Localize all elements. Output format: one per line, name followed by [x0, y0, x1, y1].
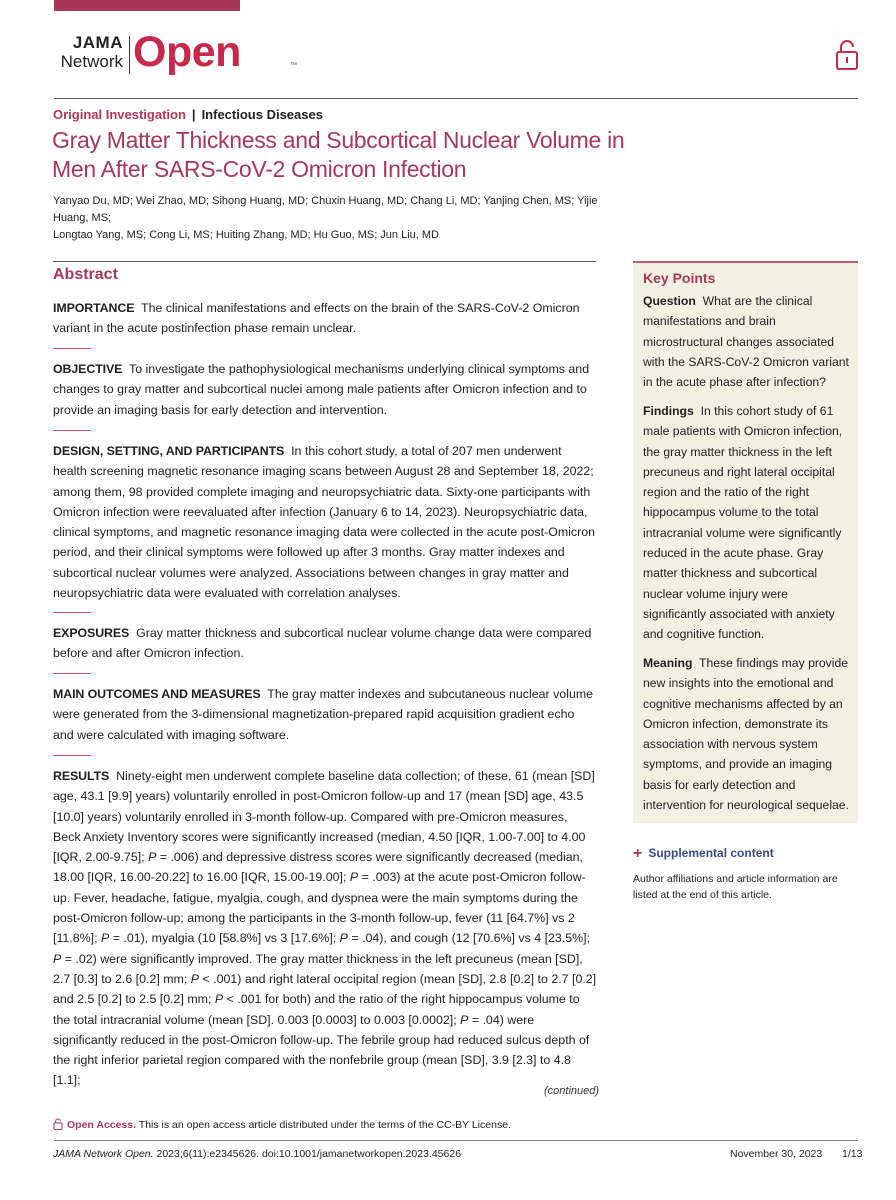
citation-footer: [53, 1148, 461, 1160]
open-access-notice: [53, 1118, 511, 1131]
logo-divider: [129, 36, 130, 74]
results-text-5: = .04), and cough (12 [70.6%] vs 4 [23.5%];: [351, 931, 591, 946]
section-divider: [53, 612, 91, 613]
abstract-objective: [53, 359, 598, 420]
question-label: Question: [643, 294, 696, 308]
category-separator: |: [191, 107, 196, 122]
p-symbol: P: [460, 1012, 469, 1027]
section-divider: [53, 430, 91, 431]
p-symbol: P: [148, 850, 157, 865]
section-divider: [53, 755, 91, 756]
open-access-lock-icon[interactable]: [833, 38, 861, 72]
top-accent-bar: [54, 0, 240, 11]
outcomes-text: The gray matter indexes and subcutaneous nuclear volume were generated from the 3-dimensional magnetization-prepared rapid acquisition gradient echo and were calculated with imaging software.: [53, 687, 594, 742]
article-type-line: [53, 107, 323, 122]
results-text-9: = .04) were significantly reduced in the post-Omicron follow-up. The febrile group had reduced sulcus depth of the right inferior parietal region compared with the nonfebrile group (mean [SD], 3.9 [2.3] to 4.8 [1.1];: [53, 1012, 590, 1088]
abstract-header: [53, 261, 596, 285]
key-points-question: [643, 291, 853, 392]
open-access-label[interactable]: Open Access.: [67, 1119, 137, 1131]
section-divider: [53, 673, 91, 674]
article-title: Gray Matter Thickness and Subcortical Nuclear Volume in Men After SARS-CoV-2 Omicron Infection: [52, 127, 625, 182]
abstract-importance: [53, 298, 598, 339]
key-points-box: [633, 261, 858, 823]
findings-text: In this cohort study of 61 male patients with Omicron infection, the gray matter thickness in the left precuneus and right lateral occipital region and the ratio of the right hippocampus volume to the total intracranial volume were significantly reduced in the acute phase. Gray matter thickness and subcortical nuclear volume injury were significantly associated with anxiety and cognitive function.: [643, 404, 843, 642]
citation-text[interactable]: 2023;6(11):e2345626. doi:10.1001/jamanetworkopen.2023.45626: [156, 1148, 462, 1160]
exposures-label: EXPOSURES: [53, 626, 130, 640]
authors-line-1: Yanyao Du, MD; Wei Zhao, MD; Sihong Huang, MD; Chuxin Huang, MD; Chang Li, MD; Yanjing Chen, MS; Yijie Huang, MS;: [53, 195, 598, 224]
p-symbol: P: [190, 971, 200, 986]
importance-label: IMPORTANCE: [53, 301, 135, 315]
design-text: In this cohort study, a total of 207 men underwent health screening magnetic resonance imaging scans between August 28 and September 18, 2022; among them, 98 provided complete imaging and neuropsychiatric data. Sixty-one participants with Omicron infection were reevaluated after infection (January 6 to 14, 2023). Neuropsychiatric data, clinical symptoms, and magnetic resonance imaging data were collected in the acute post-Omicron period, and their clinical symptoms were followed up after 3 months. Gray matter indexes and subcortical nuclear volumes were analyzed. Associations between changes in gray matter and neuropsychiatric data were evaluated with correlation analyses.: [53, 444, 596, 601]
objective-text: To investigate the pathophysiological mechanisms underlying clinical symptoms and changes to gray matter and subcortical nuclei among male patients after Omicron infection and to provide an imaging basis for early detection and intervention.: [53, 362, 590, 417]
meaning-label: Meaning: [643, 656, 693, 670]
results-text-1: Ninety-eight men underwent complete baseline data collection; of these, 61 (mean [SD] age, 43.1 [9.9] years) voluntarily enrolled in post-Omicron follow-up and 17 (mean [SD] age, 43.5 [10.0] years) voluntarily enrolled in 3-month follow-up. Compared with pre-Omicron measures, Beck Anxiety Inventory scores were significantly increased (median, 4.50 [IQR, 1.00-7.00] to 4.00 [IQR, 2.00-9.75];: [53, 769, 595, 865]
abstract-outcomes: [53, 684, 598, 745]
abstract-design: [53, 441, 598, 603]
exposures-text: Gray matter thickness and subcortical nuclear volume change data were compared before and after Omicron infection.: [53, 626, 592, 661]
publication-date: November 30, 2023: [730, 1148, 823, 1160]
key-points-findings: [643, 401, 853, 645]
outcomes-label: MAIN OUTCOMES AND MEASURES: [53, 687, 261, 701]
journal-name: JAMA Network Open.: [53, 1148, 154, 1160]
results-text-7: < .001) and right lateral occipital region (mean [SD], 2.8 [0.2] to 2.7 [0.2] and 2.5 [0.2] to 2.5 [0.2] mm;: [53, 971, 597, 1007]
findings-label: Findings: [643, 404, 694, 418]
supplemental-content-link[interactable]: [633, 844, 774, 862]
abstract-heading: Abstract: [53, 266, 118, 283]
author-affiliations-note: Author affiliations and article information are listed at the end of this article.: [633, 873, 838, 901]
p-symbol: P: [349, 870, 359, 885]
key-points-heading: Key Points: [643, 270, 716, 286]
objective-label: OBJECTIVE: [53, 362, 123, 376]
meaning-text: These findings may provide new insights into the emotional and cognitive mechanisms affected by an Omicron infection, demonstrate its association with nervous system symptoms, and provide an imaging basis for early detection and intervention for neurological sequelae.: [643, 656, 849, 813]
author-list: [53, 193, 633, 244]
key-points-meaning: [643, 653, 853, 815]
abstract-exposures: [53, 623, 598, 664]
header-rule: [54, 98, 858, 99]
results-text-4: = .01), myalgia (10 [58.8%] vs 3 [17.6%];: [112, 931, 337, 946]
question-text: What are the clinical manifestations and brain microstructural changes associated with the SARS-CoV-2 Omicron variant in the acute phase after infection?: [643, 294, 849, 390]
p-symbol: P: [339, 931, 348, 946]
open-access-text: This is an open access article distributed under the terms of the CC-BY License.: [138, 1119, 511, 1131]
supplemental-label: Supplemental content: [648, 846, 774, 860]
page-number: 1/13: [842, 1148, 863, 1160]
p-symbol: P: [101, 931, 110, 946]
abstract-results: [53, 766, 598, 1091]
open-lock-icon: [53, 1118, 63, 1130]
logo-network-text: Network: [60, 52, 123, 71]
logo-trademark: ™: [290, 62, 297, 69]
results-text-8: < .001 for both) and the ratio of the right hippocampus volume to the total intracranial volume (mean [SD]. 0.003 [0.0003] to 0.003 [0.0002];: [53, 992, 580, 1027]
article-subcategory[interactable]: Infectious Diseases: [201, 107, 323, 122]
section-divider: [53, 348, 91, 349]
p-symbol: P: [214, 992, 224, 1007]
results-text-2: = .006) and depressive distress scores were significantly decreased (median, 18.00 [IQR, 16.00-20.22] to 16.00 [IQR, 15.00-19.00];: [53, 850, 583, 885]
footer-rule: [54, 1140, 858, 1141]
authors-line-2: Longtao Yang, MS; Cong Li, MS; Huiting Zhang, MD; Hu Guo, MS; Jun Liu, MD: [53, 229, 439, 241]
p-symbol: P: [53, 951, 62, 966]
design-label: DESIGN, SETTING, AND PARTICIPANTS: [53, 444, 285, 458]
importance-text: The clinical manifestations and effects on the brain of the SARS-CoV-2 Omicron variant in the acute postinfection phase remain unclear.: [53, 301, 580, 336]
plus-icon: +: [633, 845, 643, 862]
results-label: RESULTS: [53, 769, 110, 783]
results-text-3: = .003) at the acute post-Omicron follow-up. Fever, headache, fatigue, myalgia, cough, and dyspnea were the main symptoms during the post-Omicron follow-up; among the participants in the 3-month follow-up, fever (11 [64.7%] vs 2 [11.8%];: [53, 870, 586, 946]
article-category[interactable]: Original Investigation: [53, 107, 186, 122]
continued-note: (continued): [544, 1085, 600, 1097]
logo-open-text: Open: [133, 28, 241, 76]
results-text-6: = .02) were significantly improved. The gray matter thickness in the left precuneus (mean [SD], 2.7 [0.3] to 2.6 [0.2] mm;: [53, 951, 583, 986]
logo-jama-text: JAMA: [72, 33, 123, 52]
